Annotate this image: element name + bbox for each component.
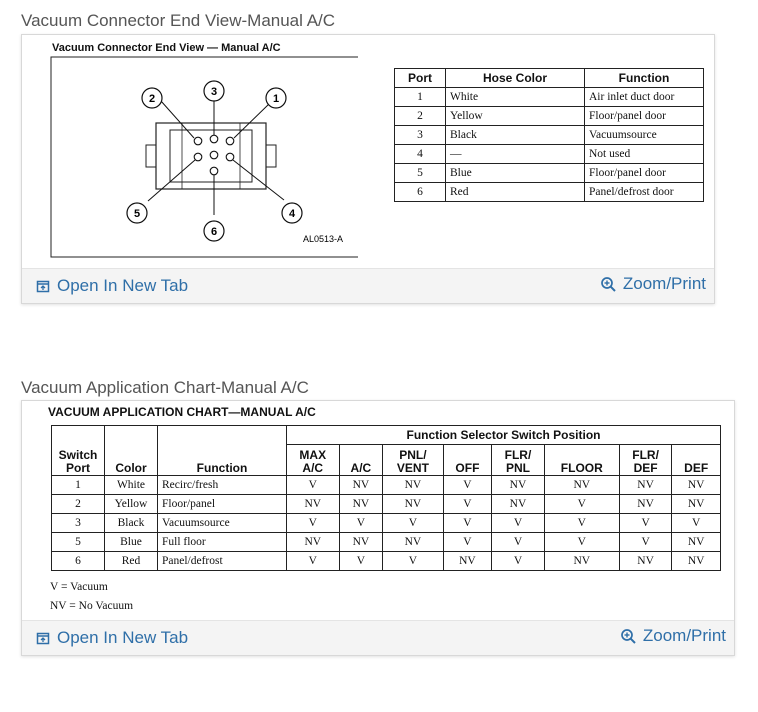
cell-vacuum-state: NV [339, 533, 383, 552]
zoom-icon [600, 276, 617, 293]
open-in-new-tab-label: Open In New Tab [57, 628, 189, 647]
cell-color: Blue [446, 164, 585, 183]
cell-vacuum-state: NV [287, 495, 340, 514]
col-position [544, 445, 619, 476]
cell-vacuum-state: V [443, 476, 492, 495]
cell-port: 2 [395, 107, 446, 126]
cell-vacuum-state: V [443, 514, 492, 533]
col-function: Function [158, 426, 287, 476]
cell-vacuum-state: V [492, 514, 545, 533]
header-text: A/C [302, 461, 324, 475]
cell-color: Black [105, 514, 158, 533]
table-row [52, 495, 721, 514]
table-row [52, 514, 721, 533]
table-row [52, 552, 721, 571]
legend-no-vacuum: NV = No Vacuum [50, 600, 134, 612]
cell-vacuum-state: NV [619, 495, 672, 514]
table-row [395, 145, 704, 164]
header-text: MAX [299, 448, 327, 462]
table-row [52, 476, 721, 495]
table-row [395, 88, 704, 107]
table-row [395, 183, 704, 202]
table-row [395, 126, 704, 145]
vacuum-chart-card [21, 400, 735, 656]
cell-vacuum-state: NV [339, 495, 383, 514]
open-in-new-tab-label: Open In New Tab [57, 276, 189, 295]
table-row [395, 164, 704, 183]
table-row [52, 533, 721, 552]
callout-label: 2 [148, 93, 156, 105]
cell-vacuum-state: NV [383, 533, 443, 552]
cell-port: 1 [395, 88, 446, 107]
col-position [672, 445, 721, 476]
header-text: OFF [455, 461, 480, 475]
col-hose-color: Hose Color [446, 69, 585, 88]
callout-label: 1 [272, 93, 280, 105]
cell-color: Black [446, 126, 585, 145]
header-text: PNL [505, 461, 530, 475]
cell-color: Red [446, 183, 585, 202]
cell-vacuum-state: V [339, 514, 383, 533]
chart-caption: VACUUM APPLICATION CHART—MANUAL A/C [48, 405, 316, 419]
cell-vacuum-state: V [544, 495, 619, 514]
open-in-new-tab-icon [36, 631, 51, 646]
header-text: A/C [350, 461, 372, 475]
cell-color: Yellow [105, 495, 158, 514]
cell-vacuum-state: V [287, 552, 340, 571]
cell-port: 4 [395, 145, 446, 164]
cell-vacuum-state: NV [492, 476, 545, 495]
col-position [383, 445, 443, 476]
col-function: Function [585, 69, 704, 88]
cell-color: Red [105, 552, 158, 571]
cell-vacuum-state: NV [339, 476, 383, 495]
cell-port: 6 [52, 552, 105, 571]
cell-port: 3 [52, 514, 105, 533]
cell-function: Panel/defrost door [585, 183, 704, 202]
zoom-icon [620, 628, 637, 645]
cell-function: Vacuumsource [158, 514, 287, 533]
figure-caption: Vacuum Connector End View — Manual A/C [52, 42, 281, 54]
zoom-print-label: Zoom/Print [622, 274, 706, 293]
col-color: Color [105, 426, 158, 476]
header-text: VENT [396, 461, 429, 475]
cell-function: Panel/defrost [158, 552, 287, 571]
col-position [443, 445, 492, 476]
header-text: FLOOR [560, 461, 603, 475]
cell-vacuum-state: V [383, 552, 443, 571]
header-text: Port [66, 461, 90, 475]
cell-vacuum-state: NV [383, 495, 443, 514]
cell-vacuum-state: NV [672, 495, 721, 514]
header-text: Switch [58, 448, 98, 462]
cell-vacuum-state: V [544, 533, 619, 552]
cell-vacuum-state: NV [287, 533, 340, 552]
header-text: PNL/ [399, 448, 427, 462]
card-footer [22, 268, 714, 303]
vacuum-application-table [51, 425, 721, 571]
connector-diagram [48, 37, 358, 262]
cell-vacuum-state: NV [672, 533, 721, 552]
open-in-new-tab-link[interactable] [36, 628, 188, 648]
cell-vacuum-state: V [619, 533, 672, 552]
open-in-new-tab-link[interactable] [36, 276, 188, 296]
col-switch-port [52, 426, 105, 476]
port-table [394, 68, 704, 202]
group-header: Function Selector Switch Position [287, 426, 721, 445]
col-position [339, 445, 383, 476]
cell-port: 5 [52, 533, 105, 552]
zoom-print-link[interactable] [600, 274, 706, 294]
cell-port: 3 [395, 126, 446, 145]
cell-color: Yellow [446, 107, 585, 126]
cell-vacuum-state: NV [672, 552, 721, 571]
col-position [287, 445, 340, 476]
cell-port: 5 [395, 164, 446, 183]
cell-vacuum-state: V [383, 514, 443, 533]
cell-vacuum-state: NV [383, 476, 443, 495]
legend-vacuum: V = Vacuum [50, 581, 108, 593]
cell-vacuum-state: NV [544, 552, 619, 571]
col-position [619, 445, 672, 476]
callout-label: 3 [210, 86, 218, 98]
cell-color: White [446, 88, 585, 107]
cell-port: 1 [52, 476, 105, 495]
cell-function: Floor/panel [158, 495, 287, 514]
cell-vacuum-state: NV [492, 495, 545, 514]
open-in-new-tab-icon [36, 279, 51, 294]
cell-vacuum-state: NV [443, 552, 492, 571]
cell-vacuum-state: V [287, 514, 340, 533]
cell-function: Recirc/fresh [158, 476, 287, 495]
header-text: DEF [684, 461, 709, 475]
cell-vacuum-state: V [672, 514, 721, 533]
cell-vacuum-state: NV [619, 476, 672, 495]
zoom-print-link[interactable] [620, 626, 726, 646]
section-title-chart: Vacuum Application Chart-Manual A/C [21, 378, 309, 397]
cell-vacuum-state: NV [544, 476, 619, 495]
figure-id: AL0513-A [303, 234, 344, 244]
cell-vacuum-state: V [492, 552, 545, 571]
cell-function: Floor/panel door [585, 164, 704, 183]
cell-function: Floor/panel door [585, 107, 704, 126]
connector-drawing [48, 37, 358, 262]
header-text: FLR/ [632, 448, 659, 462]
cell-vacuum-state: V [339, 552, 383, 571]
cell-vacuum-state: NV [619, 552, 672, 571]
header-text: DEF [633, 461, 658, 475]
cell-color: Blue [105, 533, 158, 552]
cell-vacuum-state: V [619, 514, 672, 533]
cell-vacuum-state: V [544, 514, 619, 533]
callout-label: 5 [133, 208, 141, 220]
cell-vacuum-state: NV [672, 476, 721, 495]
header-text: FLR/ [504, 448, 532, 462]
cell-function: Air inlet duct door [585, 88, 704, 107]
cell-vacuum-state: V [287, 476, 340, 495]
cell-function: Full floor [158, 533, 287, 552]
cell-color: — [446, 145, 585, 164]
callout-label: 6 [210, 226, 218, 238]
cell-vacuum-state: V [443, 533, 492, 552]
cell-port: 6 [395, 183, 446, 202]
col-position [492, 445, 545, 476]
cell-port: 2 [52, 495, 105, 514]
callout-label: 4 [288, 208, 296, 220]
cell-color: White [105, 476, 158, 495]
card-footer [22, 620, 734, 655]
cell-vacuum-state: V [492, 533, 545, 552]
zoom-print-label: Zoom/Print [642, 626, 726, 645]
connector-figure-card [21, 34, 715, 304]
col-port: Port [395, 69, 446, 88]
cell-function: Vacuumsource [585, 126, 704, 145]
section-title-connector: Vacuum Connector End View-Manual A/C [21, 11, 336, 30]
table-row [395, 107, 704, 126]
cell-function: Not used [585, 145, 704, 164]
cell-vacuum-state: V [443, 495, 492, 514]
